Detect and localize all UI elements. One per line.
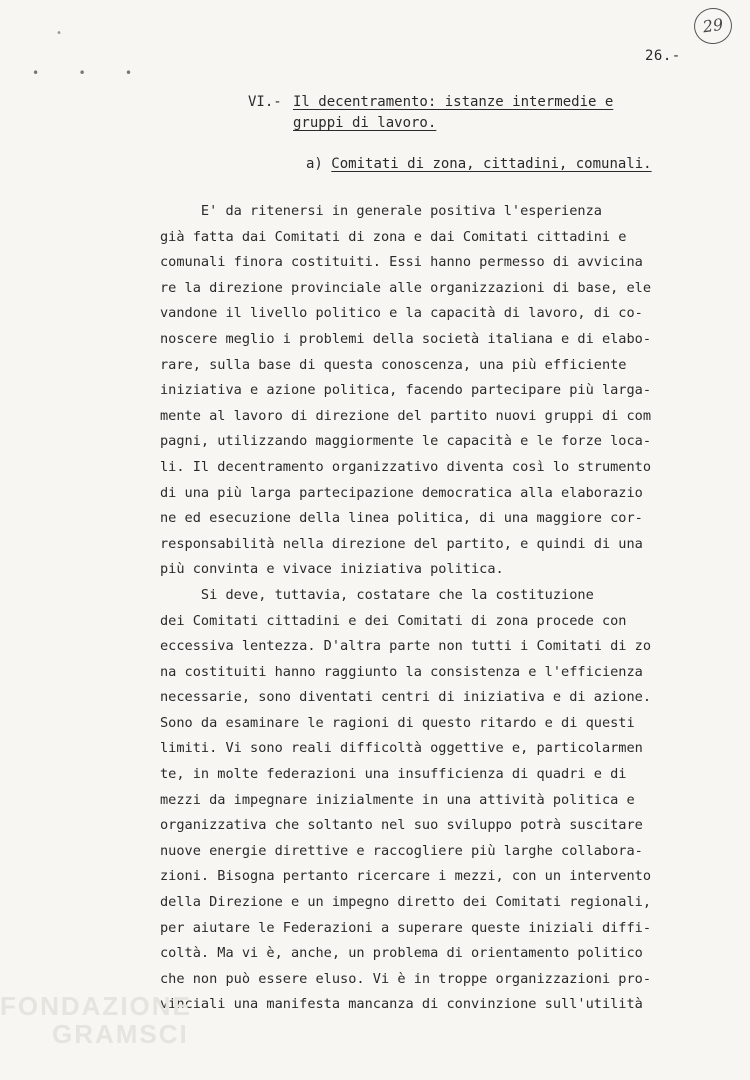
body-line: rare, sulla base di questa conoscenza, una più efficiente bbox=[160, 356, 627, 373]
section-roman: VI.- bbox=[248, 94, 282, 110]
archive-stamp-number: 29 bbox=[692, 6, 735, 47]
watermark-line2: GRAMSCI bbox=[52, 1019, 189, 1049]
body-line: na costituiti hanno raggiunto la consistenza e l'efficienza bbox=[160, 663, 643, 680]
body-line: zioni. Bisogna pertanto ricercare i mezzi, con un intervento bbox=[160, 868, 652, 885]
body-line: ne ed esecuzione della linea politica, di una maggiore cor- bbox=[160, 510, 643, 527]
body-line: comunali finora costituiti. Essi hanno permesso di avvicina bbox=[160, 254, 643, 271]
body-line: re la direzione provinciale alle organizzazioni di base, ele bbox=[160, 279, 652, 296]
body-text bbox=[160, 199, 680, 1018]
body-line: più convinta e vivace iniziativa politica. bbox=[160, 561, 504, 578]
section-heading bbox=[248, 92, 613, 134]
body-line: nuove energie direttive e raccogliere più larghe collabora- bbox=[160, 842, 643, 859]
body-line: Si deve, tuttavia, costatare che la costituzione bbox=[160, 586, 594, 603]
page-number: 26.- bbox=[645, 48, 681, 64]
subsection-label: a) bbox=[306, 156, 323, 172]
body-line: vinciali una manifesta mancanza di convinzione sull'utilità bbox=[160, 996, 643, 1013]
body-line: iniziativa e azione politica, facendo partecipare più larga- bbox=[160, 382, 652, 399]
body-line: dei Comitati cittadini e dei Comitati di zona procede con bbox=[160, 612, 627, 629]
body-line: necessarie, sono diventati centri di iniziativa e di azione. bbox=[160, 689, 652, 706]
body-line: mente al lavoro di direzione del partito nuovi gruppi di com bbox=[160, 407, 652, 424]
body-line: Sono da esaminare le ragioni di questo ritardo e di questi bbox=[160, 714, 635, 731]
body-line: pagni, utilizzando maggiormente le capacità e le forze loca- bbox=[160, 433, 652, 450]
watermark-line1: FONDAZIONE bbox=[0, 991, 192, 1021]
section-title-line2: gruppi di lavoro. bbox=[293, 115, 437, 131]
section-title-line1: Il decentramento: istanze intermedie e bbox=[293, 94, 614, 110]
fondazione-gramsci-watermark bbox=[0, 992, 192, 1048]
body-line: vandone il livello politico e la capacità di lavoro, di co- bbox=[160, 305, 643, 322]
body-line: che non può essere eluso. Vi è in troppe organizzazioni pro- bbox=[160, 970, 652, 987]
body-line: della Direzione e un impegno diretto dei Comitati regionali, bbox=[160, 894, 652, 911]
body-line: già fatta dai Comitati di zona e dai Comitati cittadini e bbox=[160, 228, 627, 245]
body-line: noscere meglio i problemi della società italiana e di elabo- bbox=[160, 330, 652, 347]
body-line: per aiutare le Federazioni a superare queste iniziali diffi- bbox=[160, 919, 652, 936]
subsection-title: Comitati di zona, cittadini, comunali. bbox=[331, 156, 652, 172]
body-line: responsabilità nella direzione del partito, e quindi di una bbox=[160, 535, 643, 552]
body-line: eccessiva lentezza. D'altra parte non tutti i Comitati di zo bbox=[160, 638, 652, 655]
subsection-heading bbox=[306, 156, 652, 172]
body-line: te, in molte federazioni una insufficienza di quadri e di bbox=[160, 766, 627, 783]
body-line: organizzativa che soltanto nel suo sviluppo potrà suscitare bbox=[160, 817, 643, 834]
body-line: di una più larga partecipazione democratica alla elaborazio bbox=[160, 484, 643, 501]
body-line: limiti. Vi sono reali difficoltà oggettive e, particolarmen bbox=[160, 740, 643, 757]
body-line: E' da ritenersi in generale positiva l'esperienza bbox=[160, 203, 602, 219]
paper-marks: • • • bbox=[32, 66, 149, 80]
body-line: mezzi da impegnare inizialmente in una attività politica e bbox=[160, 791, 635, 808]
body-line: li. Il decentramento organizzativo diventa così lo strumento bbox=[160, 458, 652, 475]
body-line: coltà. Ma vi è, anche, un problema di orientamento politico bbox=[160, 945, 643, 962]
paper-mark: • bbox=[56, 28, 63, 39]
